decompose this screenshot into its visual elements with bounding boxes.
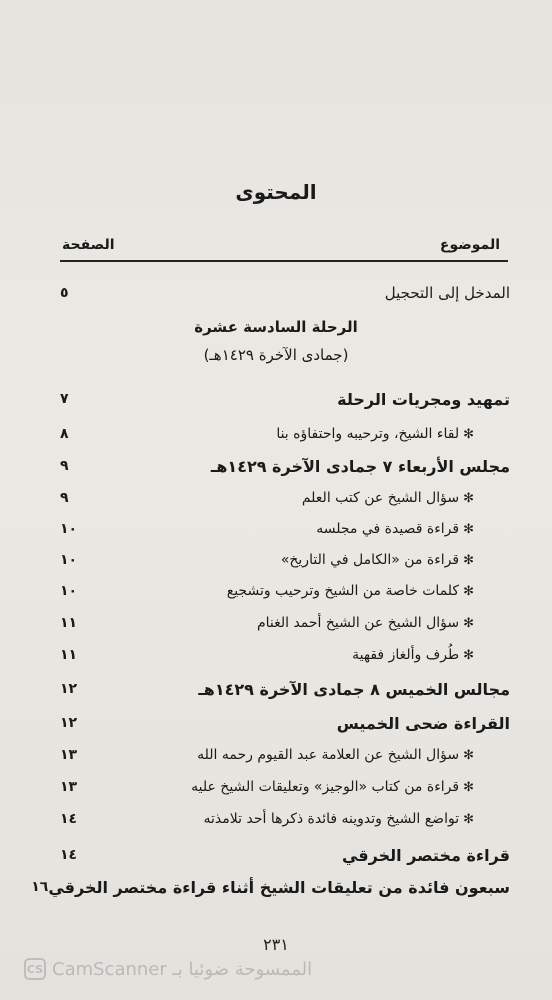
entry-page: ١٠	[60, 552, 78, 568]
entry-title-text: سؤال الشيخ عن كتب العلم	[301, 490, 460, 506]
entry-title-text: طُرف وألغاز فقهية	[352, 647, 460, 663]
bullet-star-icon: ✻	[463, 812, 474, 827]
entry-title	[337, 390, 510, 409]
toc-entry[interactable]	[60, 609, 510, 637]
entry-title	[211, 457, 510, 476]
bullet-star-icon: ✻	[463, 553, 474, 568]
entry-page: ١٤	[60, 847, 78, 863]
entry-title-text: تمهيد ومجريات الرحلة	[337, 389, 510, 409]
entry-title	[257, 615, 510, 631]
toc-entry[interactable]	[60, 577, 510, 605]
toc-entry[interactable]	[60, 641, 510, 669]
toc-entry[interactable]	[60, 773, 510, 801]
entry-title-text: قراءة من كتاب «الوجيز» وتعليقات الشيخ عليه	[191, 779, 460, 795]
toc-entry[interactable]	[60, 675, 510, 703]
entry-page: ١٣	[60, 747, 78, 763]
toc-entry[interactable]	[31, 873, 510, 901]
entry-page: ١١	[60, 615, 78, 631]
entry-page: ١٦	[31, 879, 49, 895]
camscanner-watermark	[24, 957, 312, 981]
entry-title-text: قراءة قصيدة في مجلسه	[316, 521, 460, 537]
bullet-star-icon: ✻	[463, 427, 474, 442]
entry-title	[276, 426, 510, 442]
toc-entry-intro[interactable]	[60, 279, 510, 307]
entry-title-text: قراءة من «الكامل في التاريخ»	[280, 552, 460, 568]
entry-title-text: سؤال الشيخ عن العلامة عبد القيوم رحمه الله	[197, 747, 460, 763]
toc-entry[interactable]	[60, 385, 510, 413]
entry-page: ١٣	[60, 779, 78, 795]
entry-title-text: كلمات خاصة من الشيخ وترحيب وتشجيع	[226, 583, 460, 599]
entry-title	[204, 811, 510, 827]
bullet-star-icon: ✻	[463, 522, 474, 537]
entry-page: ٥	[60, 285, 69, 301]
entry-title-text: مجلس الأربعاء ٧ جمادى الآخرة ١٤٢٩هـ	[210, 456, 510, 476]
entry-title	[191, 779, 510, 795]
entry-page: ٨	[60, 426, 69, 442]
entry-title	[316, 521, 510, 537]
entry-title	[198, 680, 510, 699]
toc-entry[interactable]	[60, 709, 510, 737]
entry-page: ٧	[60, 391, 69, 407]
bullet-star-icon: ✻	[463, 491, 474, 506]
entry-title	[302, 490, 510, 506]
entry-title-text: القراءة ضحى الخميس	[336, 713, 510, 733]
toc-entry[interactable]	[60, 452, 510, 480]
entry-title	[281, 552, 510, 568]
column-header-page: الصفحة	[62, 237, 115, 253]
bullet-star-icon: ✻	[463, 780, 474, 795]
entry-title	[352, 647, 510, 663]
entry-page: ١٠	[60, 583, 78, 599]
entry-title	[197, 747, 510, 763]
toc-entry[interactable]	[60, 841, 510, 869]
entry-title-text: قراءة مختصر الخرقي	[341, 845, 510, 865]
journey-title: الرحلة السادسة عشرة	[194, 318, 358, 336]
toc-entry[interactable]	[60, 484, 510, 512]
camscanner-text: الممسوحة ضوئيا بـ CamScanner	[52, 958, 313, 980]
entry-title	[337, 714, 510, 733]
entry-page: ١٠	[60, 521, 78, 537]
bullet-star-icon: ✻	[463, 748, 474, 763]
bullet-star-icon: ✻	[463, 648, 474, 663]
entry-title	[48, 878, 510, 897]
toc-entry[interactable]	[60, 515, 510, 543]
entry-title-text: مجالس الخميس ٨ جمادى الآخرة ١٤٢٩هـ	[198, 679, 510, 699]
entry-title	[342, 846, 510, 865]
entry-title: المدخل إلى التحجيل	[384, 284, 510, 302]
page-number: ٢٣١	[263, 935, 289, 954]
bullet-star-icon: ✻	[463, 584, 474, 599]
toc-entry[interactable]	[60, 805, 510, 833]
bullet-star-icon: ✻	[463, 616, 474, 631]
entry-title-text: تواضع الشيخ وتدوينه فائدة ذكرها أحد تلامذته	[203, 811, 460, 827]
toc-title: المحتوى	[235, 180, 317, 204]
toc-entry[interactable]	[60, 741, 510, 769]
journey-subtitle: (جمادى الآخرة ١٤٢٩هـ)	[203, 346, 349, 364]
bleed-through-text	[508, 110, 512, 125]
entry-page: ١٤	[60, 811, 78, 827]
entry-page: ١٢	[60, 681, 78, 697]
header-rule	[60, 260, 508, 262]
toc-entry[interactable]	[60, 546, 510, 574]
entry-title-text: سبعون فائدة من تعليقات الشيخ أثناء قراءة مختصر الخرقي	[48, 877, 510, 897]
column-header-topic: الموضوع	[439, 237, 500, 253]
entry-page: ٩	[60, 490, 69, 506]
camscanner-logo-icon: CS	[24, 958, 46, 980]
entry-title	[227, 583, 510, 599]
entry-title-text: سؤال الشيخ عن الشيخ أحمد الغنام	[256, 615, 460, 631]
toc-entry[interactable]	[60, 420, 510, 448]
entry-page: ١٢	[60, 715, 78, 731]
entry-page: ١١	[60, 647, 78, 663]
entry-page: ٩	[60, 458, 69, 474]
entry-title-text: لقاء الشيخ، وترحيبه واحتفاؤه بنا	[276, 426, 460, 442]
